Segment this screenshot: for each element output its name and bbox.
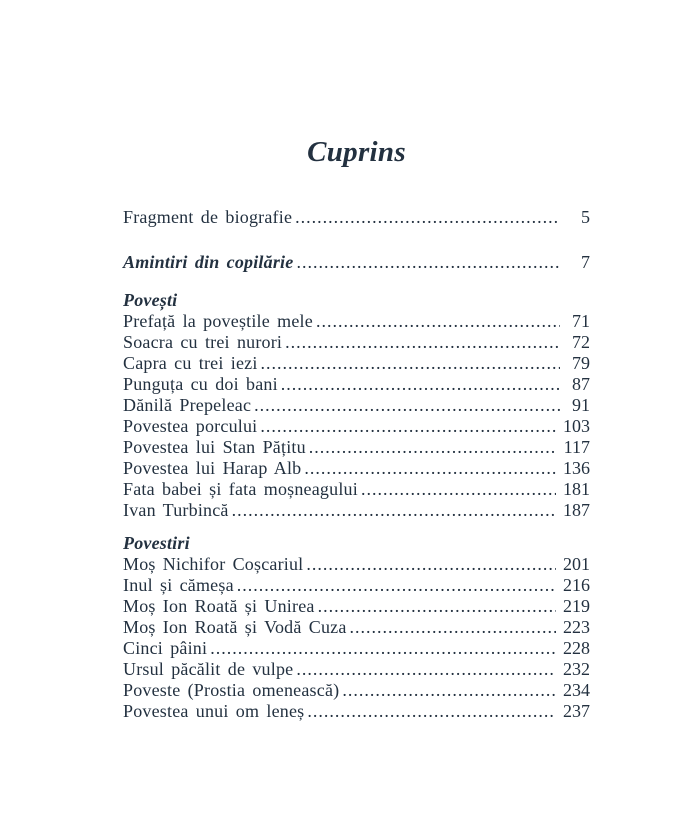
dot-leader bbox=[316, 311, 560, 332]
dot-leader bbox=[296, 252, 560, 273]
toc-section-heading: Povești bbox=[123, 290, 178, 310]
toc-entry-label: Fata babei și fata moșneagului bbox=[123, 479, 358, 499]
toc-entry bbox=[123, 374, 590, 395]
toc-entry bbox=[123, 701, 590, 722]
toc-entry-label: Fragment de biografie bbox=[123, 207, 293, 227]
toc-section bbox=[123, 533, 590, 722]
dot-leader bbox=[361, 479, 556, 500]
toc-entry-label: Moș Ion Roată și Vodă Cuza bbox=[123, 617, 347, 637]
toc-entry bbox=[123, 596, 590, 617]
toc-entry-label: Povestea porcului bbox=[123, 416, 258, 436]
dot-leader bbox=[304, 458, 556, 479]
toc-entry-page-number: 201 bbox=[563, 554, 590, 574]
toc-entry-page-number: 79 bbox=[572, 353, 590, 373]
dot-leader bbox=[309, 437, 557, 458]
toc-entry bbox=[123, 638, 590, 659]
toc-section-heading: Povestiri bbox=[123, 533, 190, 553]
dot-leader bbox=[307, 701, 556, 722]
table-of-contents bbox=[123, 207, 590, 722]
toc-entry-page-number: 136 bbox=[563, 458, 590, 478]
toc-entry bbox=[123, 252, 590, 273]
dot-leader bbox=[306, 554, 556, 575]
toc-entry-label: Soacra cu trei nurori bbox=[123, 332, 283, 352]
toc-entry-page-number: 187 bbox=[563, 500, 590, 520]
toc-entry-label: Moș Nichifor Coșcariul bbox=[123, 554, 304, 574]
toc-entry bbox=[123, 353, 590, 374]
toc-entry-page-number: 87 bbox=[572, 374, 590, 394]
toc-entry-label: Capra cu trei iezi bbox=[123, 353, 258, 373]
toc-entry-page-number: 91 bbox=[572, 395, 590, 415]
toc-entry bbox=[123, 659, 590, 680]
toc-entry-label: Amintiri din copilărie bbox=[123, 252, 294, 272]
toc-entry-label: Dănilă Prepeleac bbox=[123, 395, 252, 415]
toc-entry-page-number: 117 bbox=[563, 437, 590, 457]
toc-entry-label: Moș Ion Roată și Unirea bbox=[123, 596, 315, 616]
dot-leader bbox=[281, 374, 560, 395]
dot-leader bbox=[296, 659, 556, 680]
toc-entry-label: Punguța cu doi bani bbox=[123, 374, 278, 394]
toc-entry bbox=[123, 311, 590, 332]
toc-entry-page-number: 216 bbox=[563, 575, 590, 595]
toc-entry-page-number: 5 bbox=[581, 207, 590, 227]
toc-entry bbox=[123, 416, 590, 437]
toc-entry bbox=[123, 395, 590, 416]
dot-leader bbox=[254, 395, 560, 416]
page-title: Cuprins bbox=[307, 136, 406, 168]
dot-leader bbox=[261, 353, 560, 374]
dot-leader bbox=[350, 617, 556, 638]
toc-entry bbox=[123, 437, 590, 458]
toc-entry-label: Povestea lui Stan Pățitu bbox=[123, 437, 306, 457]
toc-entry-label: Poveste (Prostia omenească) bbox=[123, 680, 340, 700]
toc-entry-label: Ursul păcălit de vulpe bbox=[123, 659, 294, 679]
dot-leader bbox=[232, 500, 556, 521]
toc-entry bbox=[123, 458, 590, 479]
toc-section bbox=[123, 290, 590, 521]
toc-entry bbox=[123, 332, 590, 353]
toc-entry-page-number: 237 bbox=[563, 701, 590, 721]
toc-sections bbox=[123, 290, 590, 722]
toc-entry-page-number: 103 bbox=[563, 416, 590, 436]
toc-entry-page-number: 228 bbox=[563, 638, 590, 658]
toc-entry bbox=[123, 617, 590, 638]
toc-entry-page-number: 234 bbox=[563, 680, 590, 700]
toc-entry bbox=[123, 554, 590, 575]
toc-entry-page-number: 223 bbox=[563, 617, 590, 637]
dot-leader bbox=[295, 207, 560, 228]
dot-leader bbox=[210, 638, 556, 659]
toc-entry bbox=[123, 207, 590, 228]
contents-area bbox=[123, 0, 590, 722]
toc-entry-label: Povestea unui om leneș bbox=[123, 701, 305, 721]
dot-leader bbox=[237, 575, 556, 596]
toc-entry bbox=[123, 680, 590, 701]
toc-standalone-entries bbox=[123, 207, 590, 273]
dot-leader bbox=[342, 680, 556, 701]
toc-entry-label: Inul și cămeșa bbox=[123, 575, 234, 595]
dot-leader bbox=[260, 416, 556, 437]
dot-leader bbox=[285, 332, 560, 353]
toc-entry bbox=[123, 479, 590, 500]
toc-entry-label: Cinci pâini bbox=[123, 638, 208, 658]
toc-entry-page-number: 219 bbox=[563, 596, 590, 616]
toc-entry-label: Prefață la poveștile mele bbox=[123, 311, 313, 331]
toc-entry-page-number: 7 bbox=[581, 252, 590, 272]
toc-entry-page-number: 71 bbox=[572, 311, 590, 331]
toc-entry-page-number: 232 bbox=[563, 659, 590, 679]
toc-entry-label: Ivan Turbincă bbox=[123, 500, 229, 520]
dot-leader bbox=[318, 596, 556, 617]
toc-entry bbox=[123, 575, 590, 596]
toc-entry-page-number: 181 bbox=[563, 479, 590, 499]
toc-entry-page-number: 72 bbox=[572, 332, 590, 352]
toc-entry bbox=[123, 500, 590, 521]
toc-entry-label: Povestea lui Harap Alb bbox=[123, 458, 302, 478]
